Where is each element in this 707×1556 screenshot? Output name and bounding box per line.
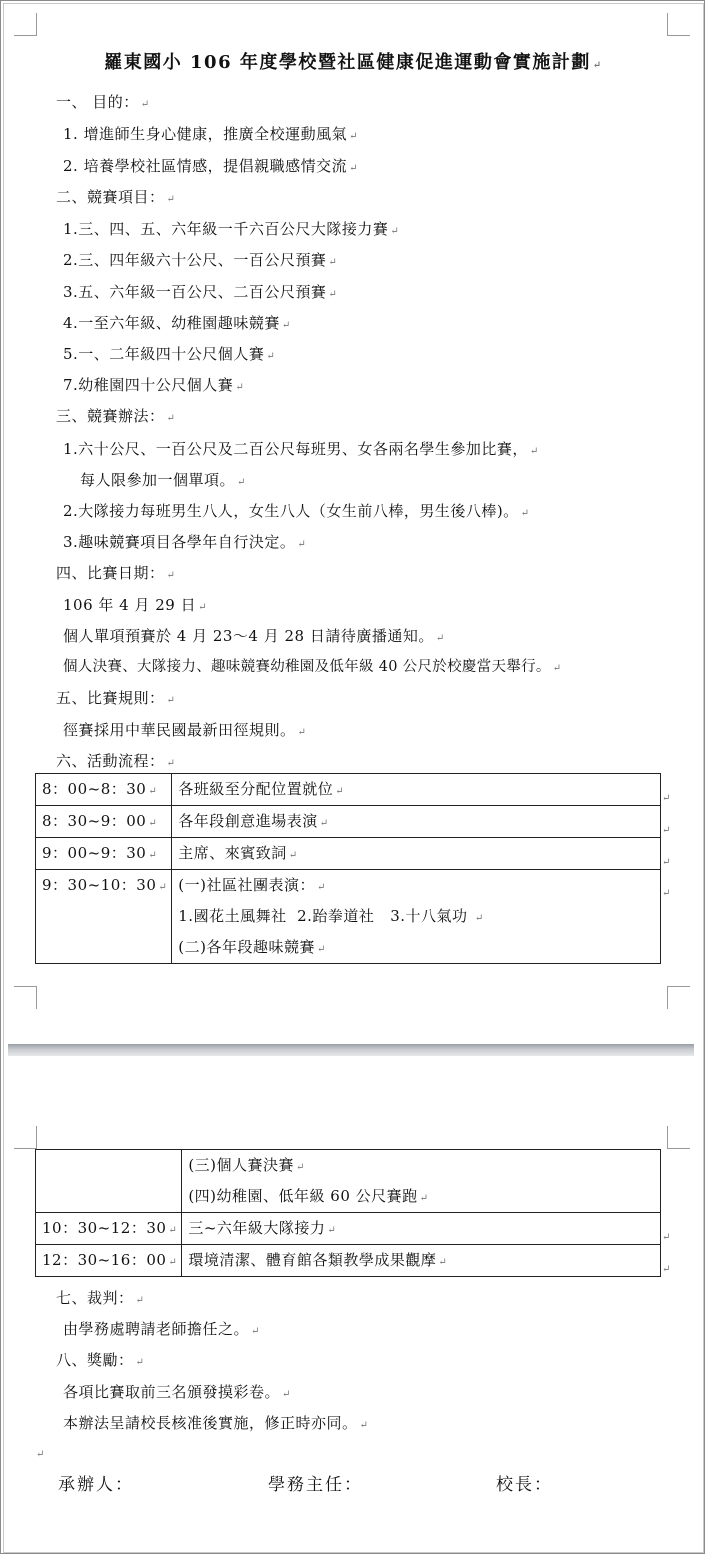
method-heading: 三、競賽辦法： ↵: [56, 407, 176, 425]
event-item: 5.一、二年級四十公尺個人賽 ↵: [63, 345, 276, 363]
award-item: 各項比賽取前三名頒發摸彩卷。 ↵: [63, 1383, 291, 1401]
cell-mark-icon: ↵: [148, 850, 158, 861]
paragraph-mark-icon: ↵: [135, 1357, 145, 1368]
row-end-mark-icon: ↵: [662, 1264, 671, 1275]
paragraph-mark-icon: ↵: [266, 351, 276, 362]
paragraph-mark-icon: ↵: [359, 1420, 369, 1431]
cell-mark-icon: ↵: [148, 818, 158, 829]
paragraph-mark-icon: ↵: [166, 758, 176, 769]
paragraph-mark-icon: ↵: [237, 477, 246, 488]
time-cell: [36, 1150, 182, 1213]
row-end-mark-icon: ↵: [662, 1232, 671, 1243]
paragraph-mark-icon: ↵: [520, 508, 530, 519]
cell-mark-icon: ↵: [296, 1162, 305, 1173]
judge-item: 由學務處聘請老師擔任之。 ↵: [63, 1320, 260, 1338]
cell-mark-icon: ↵: [316, 882, 326, 893]
table-row: [36, 870, 661, 964]
cell-mark-icon: ↵: [419, 1193, 429, 1204]
cell-mark-icon: ↵: [168, 1257, 178, 1268]
paragraph-mark-icon: ↵: [166, 194, 176, 205]
crop-mark: [667, 986, 690, 1009]
rules-item: 徑賽採用中華民國最新田徑規則。 ↵: [63, 721, 307, 739]
table-row: [36, 774, 661, 806]
time-cell: 10：30~12：30 ↵: [36, 1213, 182, 1245]
event-item: 3.五、六年級一百公尺、二百公尺預賽 ↵: [63, 283, 338, 301]
time-cell: 9：00~9：30 ↵: [36, 838, 172, 870]
purpose-item: 2. 培養學校社區情感，提倡親職感情交流 ↵: [63, 157, 358, 175]
activity-cell: 各班級至分配位置就位 ↵: [172, 774, 661, 806]
activity-cell: 主席、來賓致詞 ↵: [172, 838, 661, 870]
schedule-table-page2: [35, 1149, 661, 1277]
judge-heading: 七、裁判： ↵: [56, 1289, 145, 1307]
paragraph-mark-icon: ↵: [552, 663, 562, 674]
table-row: [36, 1245, 661, 1277]
method-item: 3.趣味競賽項目各學年自行決定。 ↵: [63, 533, 307, 551]
cell-mark-icon: ↵: [316, 944, 326, 955]
activity-cell: 三~六年級大隊接力 ↵: [182, 1213, 661, 1245]
method-item-continued: 每人限參加一個單項。 ↵: [80, 471, 246, 489]
cell-mark-icon: ↵: [168, 1225, 178, 1236]
paragraph-mark-icon: ↵: [166, 695, 176, 706]
paragraph-mark-icon: ↵: [281, 320, 291, 331]
flow-heading: 六、活動流程： ↵: [56, 752, 176, 770]
cell-mark-icon: ↵: [474, 913, 484, 924]
paragraph-mark-icon: ↵: [251, 1326, 260, 1337]
event-item: 2.三、四年級六十公尺、一百公尺預賽 ↵: [63, 251, 338, 269]
event-item: 1.三、四、五、六年級一千六百公尺大隊接力賽 ↵: [63, 220, 400, 238]
crop-mark: [14, 986, 37, 1009]
page-break-separator: [8, 1044, 694, 1056]
schedule-table-page1: [35, 773, 661, 964]
paragraph-mark-icon: ↵: [135, 1295, 145, 1306]
document-title: 羅東國小 106 年度學校暨社區健康促進運動會實施計劃 ↵: [104, 52, 603, 73]
time-cell: 8：00~8：30 ↵: [36, 774, 172, 806]
cell-mark-icon: ↵: [288, 850, 298, 861]
paragraph-mark-icon: ↵: [198, 602, 207, 613]
award-heading: 八、獎勵： ↵: [56, 1351, 145, 1369]
paragraph-mark-icon: ↵: [349, 131, 358, 142]
crop-mark: [667, 13, 690, 36]
purpose-heading: 一、 目的： ↵: [56, 93, 150, 111]
paragraph-mark-icon: ↵: [282, 1389, 291, 1400]
activity-cell: (三)個人賽決賽 ↵ (四)幼稚園、低年級 60 公尺賽跑 ↵: [182, 1150, 661, 1213]
signature-organizer: 承辦人：: [58, 1475, 134, 1495]
date-item: 個人單項預賽於 4 月 23～4 月 28 日請待廣播通知。 ↵: [63, 627, 445, 645]
paragraph-mark-icon: ↵: [435, 633, 445, 644]
cell-mark-icon: ↵: [438, 1257, 448, 1268]
purpose-item: 1. 增進師生身心健康，推廣全校運動風氣 ↵: [63, 125, 358, 143]
date-item: 106 年 4 月 29 日 ↵: [63, 596, 207, 614]
cell-mark-icon: ↵: [148, 786, 158, 797]
table-row: [36, 1213, 661, 1245]
paragraph-mark-icon: ↵: [235, 382, 245, 393]
crop-mark: [14, 1126, 37, 1149]
paragraph-mark-icon: ↵: [166, 570, 176, 581]
award-item: 本辦法呈請校長核准後實施，修正時亦同。 ↵: [63, 1414, 369, 1432]
row-end-mark-icon: ↵: [662, 825, 671, 836]
event-item: 7.幼稚園四十公尺個人賽 ↵: [63, 376, 245, 394]
activity-cell: (一)社區社團表演： ↵ 1.國花土風舞社 2.跆拳道社 3.十八氣功 ↵ (二)各年段趣味競賽 ↵: [172, 870, 661, 964]
paragraph-mark-icon: ↵: [592, 60, 603, 71]
paragraph-mark-icon: ↵: [390, 226, 400, 237]
cell-mark-icon: ↵: [327, 1225, 337, 1236]
paragraph-mark-icon: ↵: [349, 163, 358, 174]
method-item: 1.六十公尺、一百公尺及二百公尺每班男、女各兩名學生參加比賽， ↵: [63, 440, 539, 458]
paragraph-mark-icon: ↵: [36, 1449, 45, 1460]
event-item: 4.一至六年級、幼稚園趣味競賽 ↵: [63, 314, 291, 332]
row-end-mark-icon: ↵: [662, 888, 671, 899]
cell-mark-icon: ↵: [158, 882, 168, 893]
date-heading: 四、比賽日期： ↵: [56, 564, 176, 582]
table-row: [36, 806, 661, 838]
signature-director: 學務主任：: [268, 1475, 363, 1495]
crop-mark: [14, 13, 37, 36]
date-item: 個人決賽、大隊接力、趣味競賽幼稚園及低年級 40 公尺於校慶當天舉行。 ↵: [63, 659, 562, 675]
time-cell: 12：30~16：00 ↵: [36, 1245, 182, 1277]
paragraph-mark-icon: ↵: [297, 727, 307, 738]
paragraph-mark-icon: ↵: [166, 413, 176, 424]
paragraph-mark-icon: ↵: [328, 289, 338, 300]
activity-cell: 環境清潔、體育館各類教學成果觀摩 ↵: [182, 1245, 661, 1277]
activity-cell: 各年段創意進場表演 ↵: [172, 806, 661, 838]
paragraph-mark-icon: ↵: [328, 257, 338, 268]
paragraph-mark-icon: ↵: [140, 99, 150, 110]
rules-heading: 五、比賽規則： ↵: [56, 689, 176, 707]
empty-paragraph: [34, 1442, 45, 1465]
time-cell: 9：30~10：30 ↵: [36, 870, 172, 964]
cell-mark-icon: ↵: [319, 818, 329, 829]
crop-mark: [667, 1126, 690, 1149]
row-end-mark-icon: ↵: [662, 857, 671, 868]
table-row: [36, 1150, 661, 1213]
table-row: [36, 838, 661, 870]
method-item: 2.大隊接力每班男生八人，女生八人（女生前八棒，男生後八棒)。 ↵: [63, 502, 530, 520]
signature-principal: 校長：: [496, 1475, 553, 1495]
paragraph-mark-icon: ↵: [529, 446, 539, 457]
row-end-mark-icon: ↵: [662, 793, 671, 804]
events-heading: 二、競賽項目： ↵: [56, 188, 176, 206]
paragraph-mark-icon: ↵: [297, 539, 307, 550]
cell-mark-icon: ↵: [335, 786, 345, 797]
time-cell: 8：30~9：00 ↵: [36, 806, 172, 838]
